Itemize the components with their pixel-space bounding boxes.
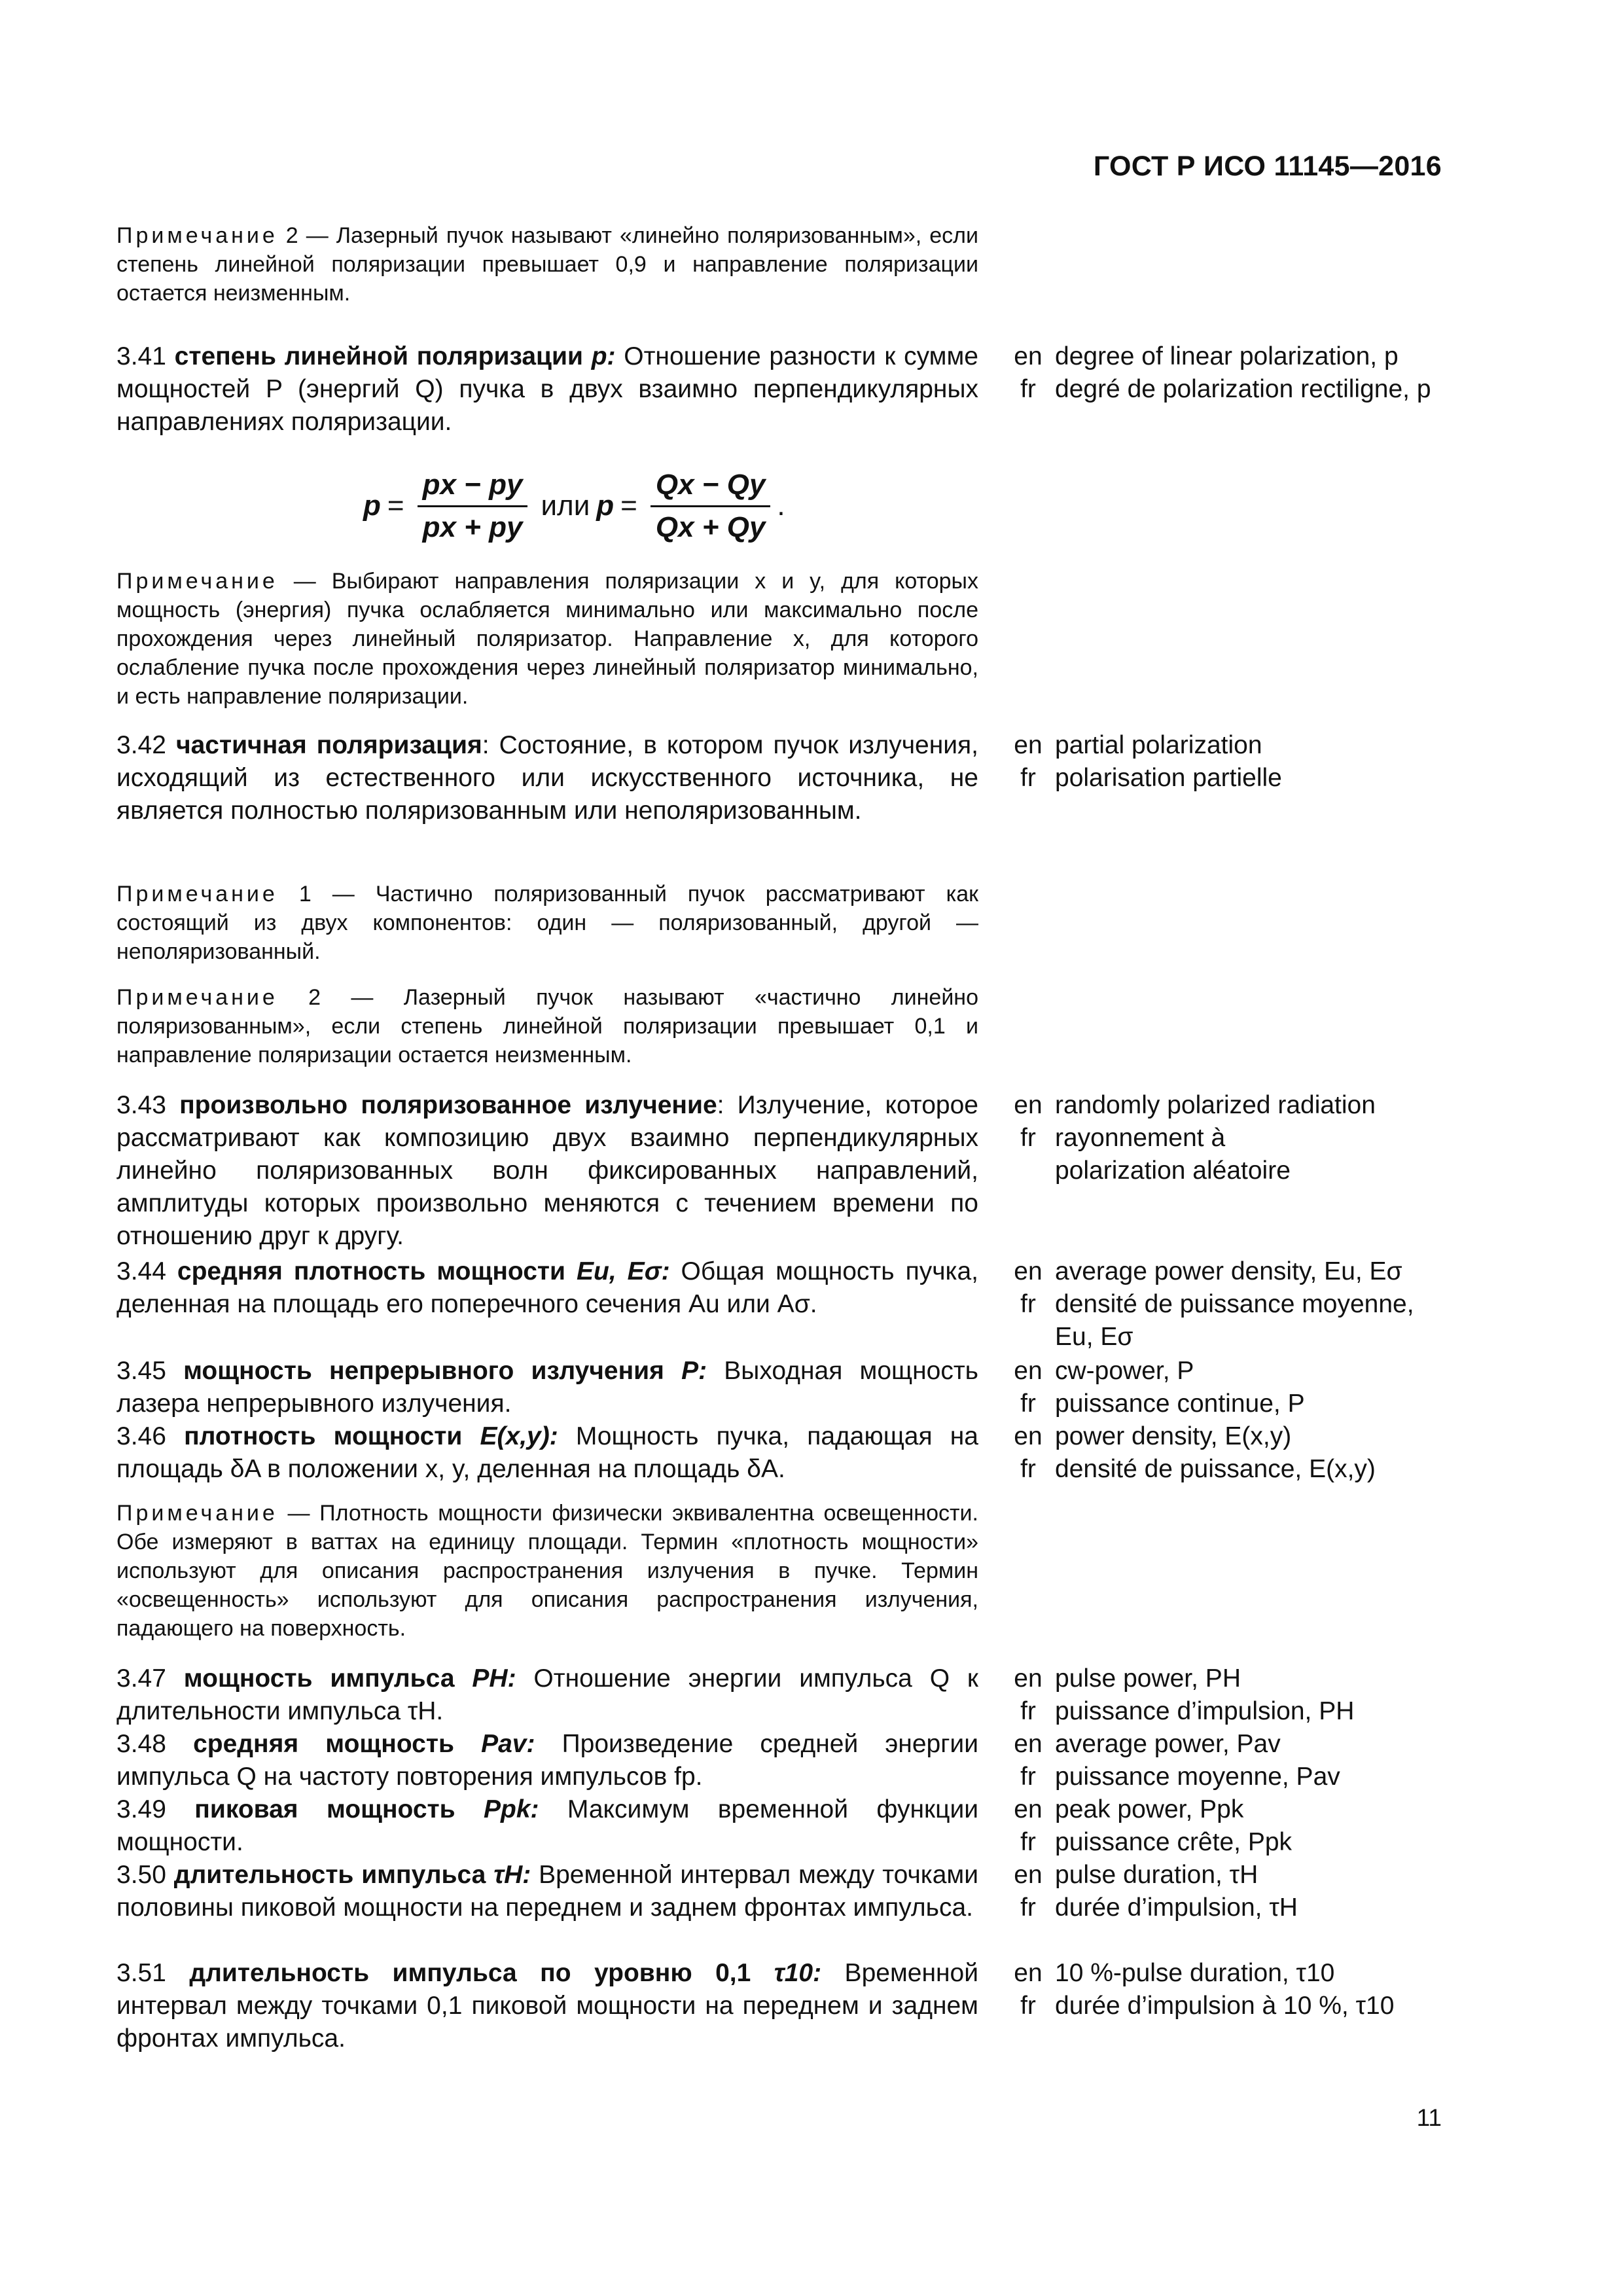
equivalent-term: cw-power, P xyxy=(1055,1357,1194,1385)
entry-definition: Временной интервал между точками половины пиковой мощности на переднем и заднем фронтах импульса. xyxy=(116,1861,978,1922)
formula-connector: или xyxy=(541,490,590,522)
entry-351 xyxy=(116,1957,978,2055)
entry-symbol: Eu, Eσ: xyxy=(577,1257,670,1285)
entry-number: 3.48 xyxy=(116,1730,166,1758)
entry-term: мощность импульса xyxy=(183,1664,455,1693)
entry-definition: Произведение средней энергии импульса Q на частоту повторения импульсов fp. xyxy=(116,1730,978,1791)
note-text: — Плотность мощности физически эквивалентна освещенности. Обе измеряют в ваттах на единицу площади. Термин «плотность мощности» используют для описания распространения излучения в пучке. Термин «освещенность» используют для описания распространения излучения, падающего на поверхность. xyxy=(116,1501,978,1641)
lang-code: en xyxy=(1014,1861,1043,1889)
entry-number: 3.43 xyxy=(116,1091,166,1119)
equivalents-341 xyxy=(1001,340,1459,406)
fraction-energy xyxy=(651,469,771,544)
lang-code: en xyxy=(1014,1959,1043,1987)
equivalent-en xyxy=(1001,1859,1459,1892)
fraction-denominator: px + py xyxy=(422,511,523,543)
note-label: Примечание xyxy=(116,569,278,594)
entry-342 xyxy=(116,729,978,827)
equivalent-term: puissance moyenne, Pav xyxy=(1055,1763,1340,1791)
equivalent-term: pulse power, PH xyxy=(1055,1664,1241,1693)
equivalents-342 xyxy=(1001,729,1459,795)
equivalent-term: degree of linear polarization, p xyxy=(1055,342,1399,370)
equivalents-350 xyxy=(1001,1859,1459,1924)
entry-symbol: τ10: xyxy=(774,1959,822,1987)
entry-349 xyxy=(116,1793,978,1859)
note-label: Примечание xyxy=(116,1501,278,1526)
equivalent-fr xyxy=(1001,762,1459,795)
note-label: Примечание xyxy=(116,985,278,1010)
entry-definition: : Излучение, которое рассматривают как композицию двух взаимно перпендикулярных линейно поляризованных волн фиксированных направлений, амплитуды которых произвольно меняются с течением времени по отношению друг к другу. xyxy=(116,1091,978,1250)
equivalent-en xyxy=(1001,340,1459,373)
equivalent-term: durée d’impulsion, τH xyxy=(1055,1893,1298,1922)
equivalent-term: power density, E(x,y) xyxy=(1055,1422,1292,1450)
entry-definition: Мощность пучка, падающая на площадь δA в положении x, y, деленная на площадь δA. xyxy=(116,1422,978,1483)
equivalent-fr xyxy=(1001,1695,1459,1728)
entry-symbol: P: xyxy=(681,1357,707,1385)
note-text: 1 — Частично поляризованный пучок рассматривают как состоящий из двух компонентов: один — поляризованный, другой — неполяризованный. xyxy=(116,882,978,964)
entry-symbol: p: xyxy=(591,342,616,370)
note-342-1 xyxy=(116,880,978,966)
lang-code: en xyxy=(1014,1422,1043,1450)
entry-number: 3.45 xyxy=(116,1357,166,1385)
equivalent-en xyxy=(1001,729,1459,762)
equivalent-term: densité de puissance moyenne, Eu, Eσ xyxy=(1055,1290,1414,1351)
entry-term: длительность импульса xyxy=(173,1861,486,1889)
note-text: — Выбирают направления поляризации x и y, для которых мощность (энергия) пучка ослабляется минимально или максимально после прохождения через линейный поляризатор. Направление x, для которого ослабление пучка после прохождения через линейный поляризатор минимально, и есть направление поляризации. xyxy=(116,569,978,709)
entry-term: произвольно поляризованное излучение xyxy=(179,1091,717,1119)
equivalent-fr xyxy=(1001,1388,1459,1420)
equivalent-fr xyxy=(1001,1826,1459,1859)
equivalent-term: randomly polarized radiation xyxy=(1055,1091,1376,1119)
equivalent-term: partial polarization xyxy=(1055,731,1262,759)
formula-lhs-2: p xyxy=(596,490,615,522)
entry-number: 3.46 xyxy=(116,1422,166,1450)
entry-term: частичная поляризация xyxy=(175,731,482,759)
equivalents-344 xyxy=(1001,1255,1459,1354)
lang-code: fr xyxy=(1020,1992,1036,2020)
equivalent-term: rayonnement à polarization aléatoire xyxy=(1055,1124,1291,1185)
entry-definition: Временной интервал между точками 0,1 пиковой мощности на переднем и заднем фронтах импульса. xyxy=(116,1959,978,2053)
entry-number: 3.42 xyxy=(116,731,166,759)
entry-number: 3.44 xyxy=(116,1257,166,1285)
entry-341 xyxy=(116,340,978,439)
formula-lhs: p xyxy=(363,490,381,522)
entry-symbol: τH: xyxy=(493,1861,531,1889)
note-text: 2 — Лазерный пучок называют «линейно поляризованным», если степень линейной поляризации превышает 0,9 и направление поляризации остается неизменным. xyxy=(116,223,978,306)
lang-code: fr xyxy=(1020,1455,1036,1483)
entry-definition: Отношение энергии импульса Q к длительности импульса τH. xyxy=(116,1664,978,1725)
entry-term: средняя мощность xyxy=(193,1730,454,1758)
note-341 xyxy=(116,567,978,711)
document-code: ГОСТ Р ИСО 11145—2016 xyxy=(1093,151,1442,182)
equivalent-fr xyxy=(1001,1122,1459,1187)
equivalent-fr xyxy=(1001,1288,1459,1354)
lang-code: fr xyxy=(1020,1763,1036,1791)
equivalent-fr xyxy=(1001,1761,1459,1793)
lang-code: fr xyxy=(1020,1124,1036,1152)
entry-definition: Максимум временной функции мощности. xyxy=(116,1795,979,1856)
equivalents-347 xyxy=(1001,1662,1459,1728)
formula-equals-2: = xyxy=(620,490,637,522)
equivalent-en xyxy=(1001,1089,1459,1122)
entry-number: 3.47 xyxy=(116,1664,166,1693)
equivalent-term: average power, Pav xyxy=(1055,1730,1281,1758)
lang-code: en xyxy=(1014,1357,1043,1385)
entry-definition: Выходная мощность лазера непрерывного излучения. xyxy=(116,1357,979,1418)
entry-number: 3.50 xyxy=(116,1861,166,1889)
note-340-2 xyxy=(116,221,978,308)
equivalent-en xyxy=(1001,1957,1459,1990)
entry-term: пиковая мощность xyxy=(194,1795,455,1823)
equivalents-349 xyxy=(1001,1793,1459,1859)
page-number: 11 xyxy=(1416,2104,1442,2131)
formula-equals: = xyxy=(387,490,404,522)
fraction-numerator: px − py xyxy=(418,469,528,507)
entry-definition: Общая мощность пучка, деленная на площадь его поперечного сечения Au или Aσ. xyxy=(116,1257,978,1318)
entry-term: длительность импульса по уровню 0,1 xyxy=(189,1959,751,1987)
fraction-numerator: Qx − Qy xyxy=(651,469,771,507)
entry-number: 3.41 xyxy=(116,342,166,370)
entry-symbol: PH: xyxy=(472,1664,516,1693)
entry-term: средняя плотность мощности xyxy=(177,1257,566,1285)
lang-code: en xyxy=(1014,731,1043,759)
note-label: Примечание xyxy=(116,882,278,906)
equivalent-term: peak power, Ppk xyxy=(1055,1795,1244,1823)
equivalent-fr xyxy=(1001,1990,1459,2022)
equivalent-fr xyxy=(1001,373,1459,406)
equivalents-348 xyxy=(1001,1728,1459,1793)
equivalent-fr xyxy=(1001,1453,1459,1486)
note-342-2 xyxy=(116,983,978,1069)
entry-345 xyxy=(116,1355,978,1420)
fraction-denominator: Qx + Qy xyxy=(655,511,766,543)
fraction-power xyxy=(418,469,528,544)
equivalent-en xyxy=(1001,1728,1459,1761)
lang-code: fr xyxy=(1020,1828,1036,1856)
entry-term: степень линейной поляризации xyxy=(174,342,583,370)
entry-number: 3.49 xyxy=(116,1795,166,1823)
entry-344 xyxy=(116,1255,978,1321)
equivalent-en xyxy=(1001,1420,1459,1453)
entry-346 xyxy=(116,1420,978,1486)
lang-code: en xyxy=(1014,1795,1043,1823)
equivalent-fr xyxy=(1001,1892,1459,1924)
lang-code: en xyxy=(1014,1730,1043,1758)
entry-term: плотность мощности xyxy=(184,1422,463,1450)
entry-symbol: Ppk: xyxy=(484,1795,539,1823)
equivalent-term: polarisation partielle xyxy=(1055,764,1282,792)
equivalent-en xyxy=(1001,1662,1459,1695)
lang-code: en xyxy=(1014,1664,1043,1693)
lang-code: fr xyxy=(1020,1893,1036,1922)
equivalent-term: average power density, Eu, Eσ xyxy=(1055,1257,1402,1285)
lang-code: en xyxy=(1014,1257,1043,1285)
note-text: 2 — Лазерный пучок называют «частично линейно поляризованным», если степень линейной поляризации превышает 0,1 и направление поляризации остается неизменным. xyxy=(116,985,978,1067)
note-346 xyxy=(116,1499,978,1643)
entry-number: 3.51 xyxy=(116,1959,166,1987)
lang-code: fr xyxy=(1020,764,1036,792)
lang-code: en xyxy=(1014,342,1043,370)
entry-term: мощность непрерывного излучения xyxy=(183,1357,664,1385)
formula-341 xyxy=(363,470,785,542)
lang-code: fr xyxy=(1020,1697,1036,1725)
entry-definition: Отношение разности к сумме мощностей P (энергий Q) пучка в двух взаимно перпендикулярных направлениях поляризации. xyxy=(116,342,978,436)
equivalent-en xyxy=(1001,1255,1459,1288)
lang-code: fr xyxy=(1020,375,1036,403)
formula-end: . xyxy=(777,490,785,522)
entry-347 xyxy=(116,1662,978,1728)
equivalent-term: pulse duration, τH xyxy=(1055,1861,1258,1889)
equivalent-en xyxy=(1001,1355,1459,1388)
equivalents-351 xyxy=(1001,1957,1459,2022)
equivalent-term: 10 %-pulse duration, τ10 xyxy=(1055,1959,1335,1987)
entry-348 xyxy=(116,1728,978,1793)
entry-definition: : Состояние, в котором пучок излучения, исходящий из естественного или искусственного источника, не является полностью поляризованным или неполяризованным. xyxy=(116,731,978,825)
equivalent-term: densité de puissance, E(x,y) xyxy=(1055,1455,1376,1483)
lang-code: fr xyxy=(1020,1290,1036,1318)
equivalents-345 xyxy=(1001,1355,1459,1420)
entry-symbol: Pav: xyxy=(481,1730,535,1758)
equivalent-term: degré de polarization rectiligne, p xyxy=(1055,375,1431,403)
entry-350 xyxy=(116,1859,978,1924)
entry-343 xyxy=(116,1089,978,1253)
equivalent-en xyxy=(1001,1793,1459,1826)
equivalents-346 xyxy=(1001,1420,1459,1486)
equivalent-term: puissance d’impulsion, PH xyxy=(1055,1697,1355,1725)
note-label: Примечание xyxy=(116,223,278,248)
entry-symbol: E(x,y): xyxy=(480,1422,558,1450)
equivalent-term: puissance continue, P xyxy=(1055,1390,1305,1418)
equivalent-term: puissance crête, Ppk xyxy=(1055,1828,1293,1856)
lang-code: fr xyxy=(1020,1390,1036,1418)
equivalent-term: durée d’impulsion à 10 %, τ10 xyxy=(1055,1992,1395,2020)
equivalents-343 xyxy=(1001,1089,1459,1187)
lang-code: en xyxy=(1014,1091,1043,1119)
